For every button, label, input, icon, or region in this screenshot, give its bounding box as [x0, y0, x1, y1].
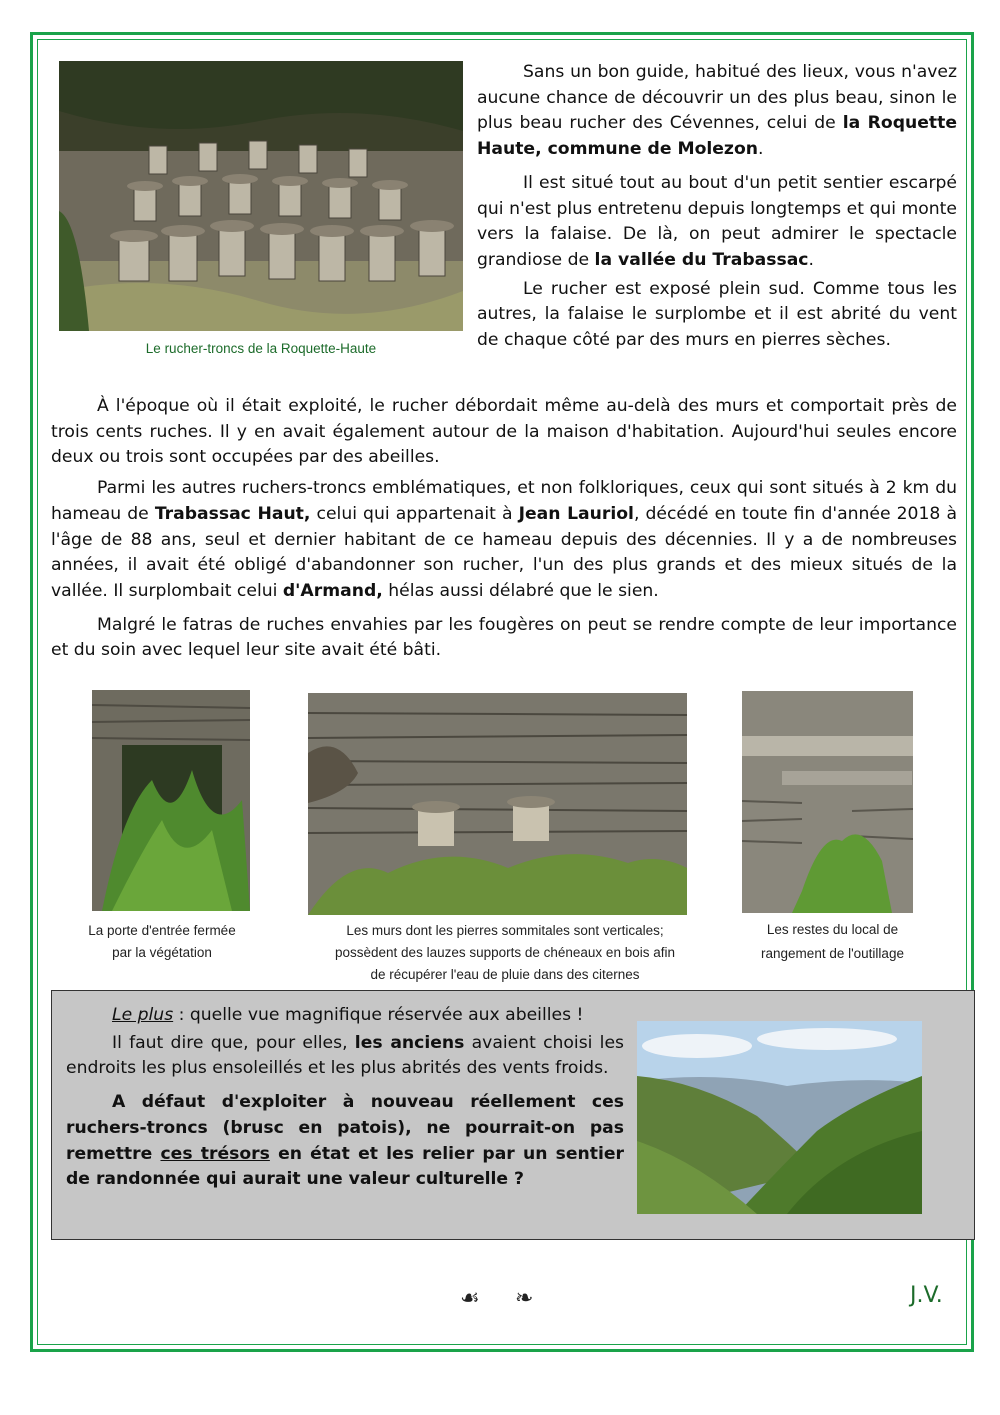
photo-murs [308, 693, 687, 915]
ornament-left-icon: ☙ [460, 1286, 480, 1311]
paragraph-5: Parmi les autres ruchers-troncs emblématiques, et non folkloriques, ceux qui sont situés à 2 km du hameau de Trabassac Haut, celui qui appartenait à Jean Lauriol, décédé en toute fin d'année 2018 à l'âge de 88 ans, seul et dernier habitant de ce hameau depuis des décennies. Il y a de nombreuses années, il avait été obligé d'abandonner son rucher, l'un des plus grands et des mieux situés de la vallée. Il surplombait celui d'Armand, hélas aussi délabré que le sien. [51, 478, 957, 601]
photo-vallee [637, 1021, 922, 1214]
body-text [51, 394, 957, 664]
paragraph-4: À l'époque où il était exploité, le rucher débordait même au-delà des murs et comportait près de trois cents ruches. Il y en avait également autour de la maison d'habitation. Aujourd'hui seules encore deux ou trois sont occupées par des abeilles. [51, 396, 957, 468]
paragraph-6: Malgré le fatras de ruches envahies par les fougères on peut se rendre compte de leur importance et du soin avec lequel leur site avait été bâti. [51, 614, 957, 661]
photo-local-outillage [742, 691, 913, 913]
intro-text [477, 60, 957, 354]
box-paragraph-3: A défaut d'exploiter à nouveau réellement ces ruchers-troncs (brusc en patois), ne pourrait-on pas remettre ces trésors en état et les relier par un sentier de randonnée qui aurait une valeur culturelle ? [66, 1092, 625, 1190]
ornament-right-icon: ❧ [515, 1286, 534, 1311]
caption-local-outillage: Les restes du local de rangement de l'outillage [761, 922, 904, 961]
caption-rucher-roquette: Le rucher-troncs de la Roquette-Haute [145, 341, 377, 356]
paragraph-3: Le rucher est exposé plein sud. Comme tous les autres, la falaise le surplombe et il est abrité du vent de chaque côté par des murs en pierres sèches. [477, 278, 957, 351]
paragraph-1: Sans un bon guide, habitué des lieux, vous n'avez aucune chance de découvrir un des plus beau, sinon le plus beau rucher des Cévennes, celui de la Roquette Haute, commune de Molezon. [477, 62, 957, 160]
caption-murs: Les murs dont les pierres sommitales sont verticales; possèdent des lauzes supports de chéneaux en bois afin de récupérer l'eau de pluie dans des citernes [335, 923, 675, 982]
photo-rucher-roquette [59, 61, 463, 331]
paragraph-2: Il est situé tout au bout d'un petit sentier escarpé qui n'est plus entretenu depuis longtemps et qui monte vers la falaise. De là, on peut admirer le spectacle grandiose de la vallée du Trabassac. [477, 172, 957, 270]
photo-porte-entree [92, 690, 250, 911]
box-paragraph-2: Il faut dire que, pour elles, les anciens avaient choisi les endroits les plus ensoleillés et les plus abrités des vents froids. [66, 1032, 624, 1079]
signature: J.V. [910, 1283, 943, 1308]
highlight-text [66, 1003, 624, 1193]
box-line-1: Le plus : quelle vue magnifique réservée aux abeilles ! [112, 1005, 584, 1025]
caption-porte-entree: La porte d'entrée fermée par la végétation [88, 923, 236, 960]
